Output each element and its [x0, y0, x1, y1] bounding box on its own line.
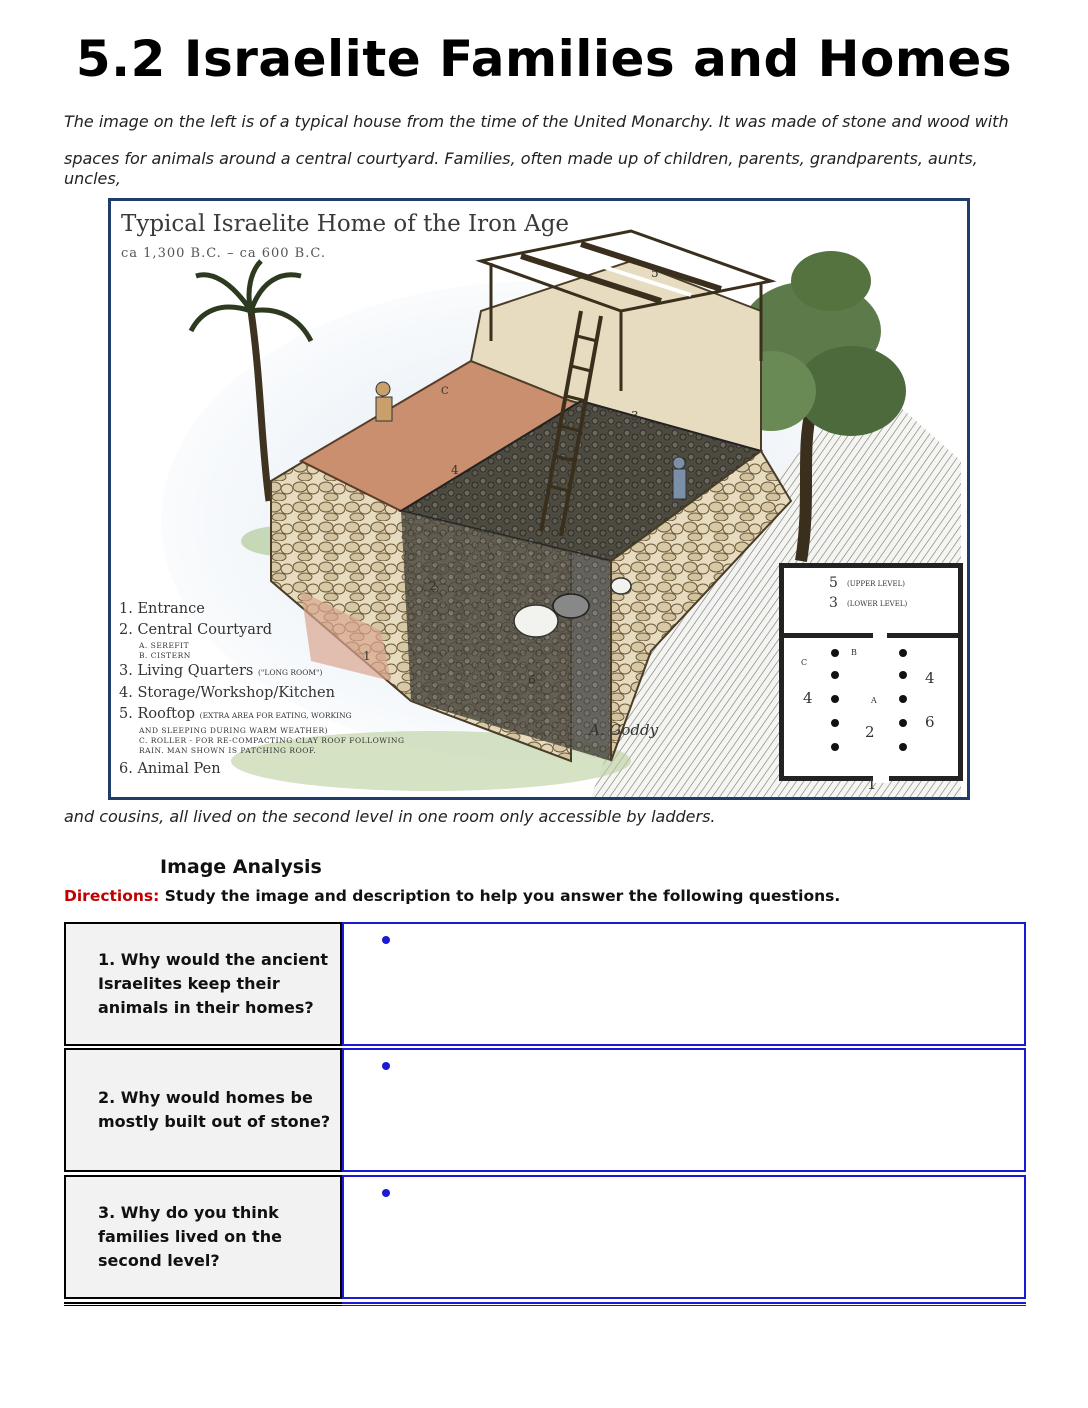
legend-living-note: ("LONG ROOM") [257, 668, 323, 677]
plan-label-6: 6 [925, 713, 935, 731]
legend-item-rooftop [119, 704, 404, 726]
callout-4: 4 [451, 463, 459, 477]
callout-2: 2 [429, 579, 437, 593]
callout-1: 1 [363, 649, 371, 663]
table-bottom-rule-right [342, 1302, 1026, 1306]
page-title: 5.2 Israelite Families and Homes [75, 30, 1013, 88]
plan-lower-note: (LOWER LEVEL) [847, 600, 908, 608]
answer-box-3[interactable] [342, 1175, 1026, 1299]
legend-sub-serefit: A. SEREFIT [139, 641, 190, 650]
legend-item-living [119, 661, 404, 683]
intro-text-line-2: spaces for animals around a central courtyard. Families, often made up of children, parents, grandparents, aunts, uncles, [64, 149, 978, 188]
figure-title: Typical Israelite Home of the Iron Age [121, 211, 570, 237]
bullet-icon [382, 936, 390, 944]
legend-rooftop-note-2: AND SLEEPING DURING WARM WEATHER) [139, 726, 329, 735]
answer-box-2[interactable] [342, 1048, 1026, 1172]
legend-sub-roller: C. ROLLER - FOR RE-COMPACTING CLAY ROOF FOLLOWING [139, 736, 405, 745]
directions [64, 887, 840, 905]
question-1: 1. Why would the ancient Israelites keep their animals in their homes? [64, 922, 342, 1046]
artist-signature: A. Goddy [589, 721, 659, 739]
legend-living-label: 3. Living Quarters [119, 663, 254, 679]
legend-item-courtyard: 2. Central Courtyard [119, 622, 273, 638]
plan-label-b: B [851, 648, 857, 657]
callout-3: 3 [631, 409, 639, 423]
legend-sub-roller-2: RAIN. MAN SHOWN IS PATCHING ROOF. [139, 746, 317, 755]
plan-upper-number: 5 [829, 575, 838, 591]
legend-rooftop-label: 5. Rooftop [119, 706, 196, 722]
plan-upper-note: (UPPER LEVEL) [847, 580, 905, 588]
directions-text: Study the image and description to help you answer the following questions. [164, 887, 841, 905]
plan-lower-number: 3 [829, 595, 838, 611]
question-row-3 [64, 1175, 1026, 1299]
answer-box-1[interactable] [342, 922, 1026, 1046]
house-illustration [108, 198, 970, 800]
plan-pillars [779, 563, 963, 781]
plan-label-2: 2 [865, 723, 875, 741]
plan-label-1: 1 [867, 775, 877, 793]
bullet-icon [382, 1062, 390, 1070]
callout-6: 6 [528, 673, 536, 687]
question-2: 2. Why would homes be mostly built out of stone? [64, 1048, 342, 1172]
legend-item-storage: 4. Storage/Workshop/Kitchen [119, 685, 335, 701]
legend-item-entrance: 1. Entrance [119, 601, 205, 617]
figure-subtitle: ca 1,300 B.C. – ca 600 B.C. [121, 246, 326, 261]
floor-plan [779, 563, 963, 793]
plan-label-4-left: 4 [803, 689, 813, 707]
figure-legend [119, 599, 404, 780]
question-row-1 [64, 922, 1026, 1046]
image-analysis-heading: Image Analysis [160, 856, 322, 878]
plan-label-4-right: 4 [925, 669, 935, 687]
callout-5: 5 [651, 266, 659, 280]
bullet-icon [382, 1189, 390, 1197]
plan-label-c: C [801, 658, 808, 667]
question-row-2 [64, 1048, 1026, 1172]
table-bottom-rule-left [64, 1302, 342, 1306]
legend-sub-cistern: B. CISTERN [139, 651, 191, 660]
plan-label-a: A [871, 696, 877, 705]
legend-rooftop-note: (EXTRA AREA FOR EATING, WORKING [199, 711, 352, 720]
question-3: 3. Why do you think families lived on the second level? [64, 1175, 342, 1299]
directions-label: Directions: [64, 887, 160, 905]
intro-text-line-3: and cousins, all lived on the second level in one room only accessible by ladders. [64, 807, 716, 826]
intro-text-line-1: The image on the left is of a typical house from the time of the United Monarchy. It was made of stone and wood with [64, 112, 1009, 131]
callout-c: C [441, 386, 449, 397]
legend-item-animal-pen: 6. Animal Pen [119, 761, 221, 777]
